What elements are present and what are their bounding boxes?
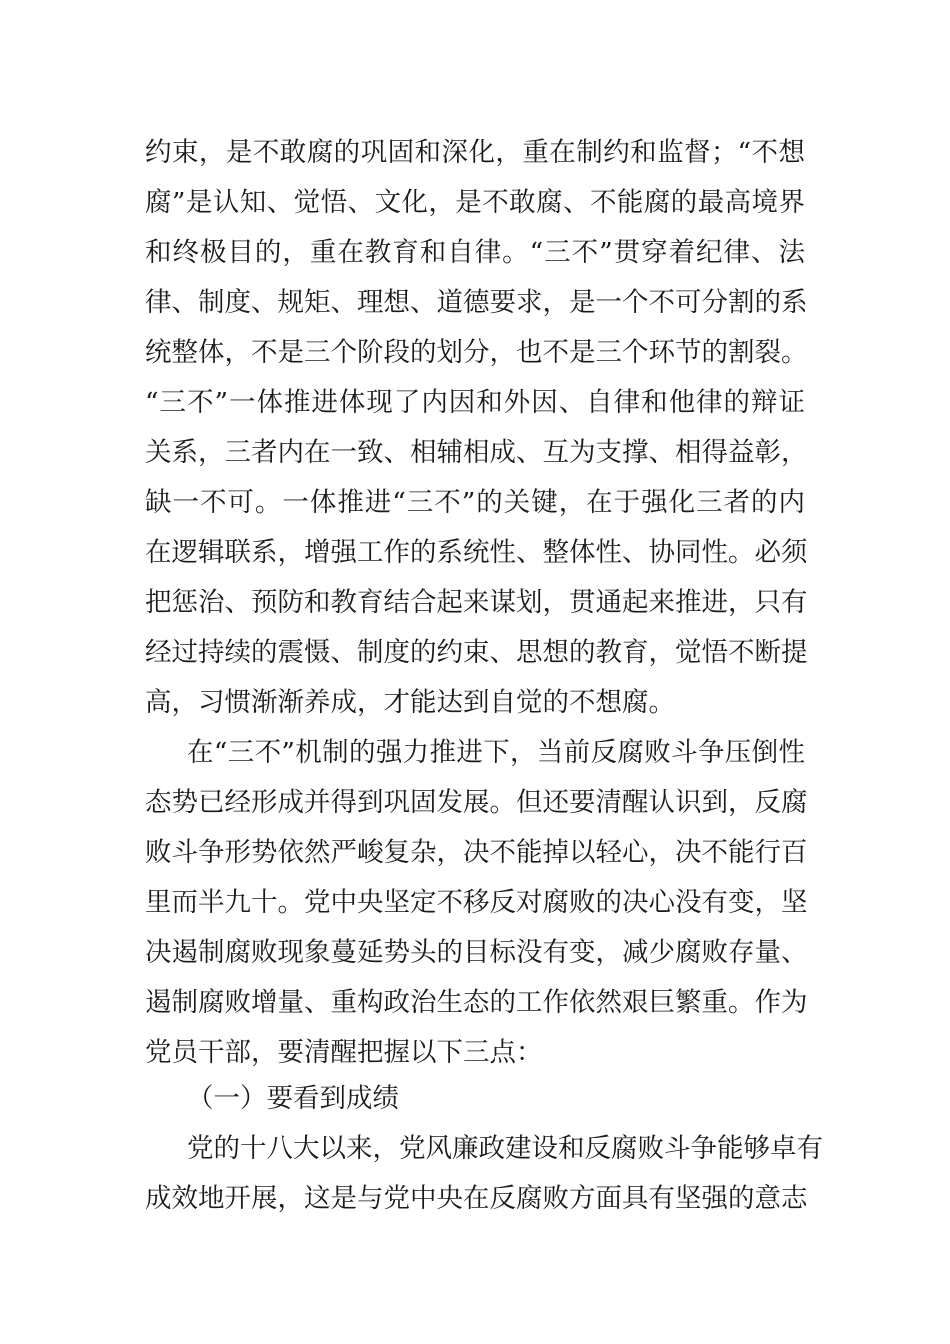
paragraph-first-line: 在“三不”机制的强力推进下，当前反腐败斗争压倒性	[187, 737, 805, 768]
paragraph-first-line: 党的十八大以来，党风廉政建设和反腐败斗争能够卓有	[187, 1133, 823, 1164]
text-line: 经过持续的震慑、制度的约束、思想的教育，觉悟不断提	[145, 637, 808, 668]
text-line: 把惩治、预防和教育结合起来谋划，贯通起来推进，只有	[145, 587, 808, 618]
text-line: 缺一不可。一体推进“三不”的关键，在于强化三者的内	[145, 487, 805, 518]
text-line: 成效地开展，这是与党中央在反腐败方面具有坚强的意志	[145, 1183, 808, 1214]
text-line: 约束，是不敢腐的巩固和深化，重在制约和监督；“不想	[145, 137, 805, 168]
text-line: 决遏制腐败现象蔓延势头的目标没有变，减少腐败存量、	[145, 937, 808, 968]
text-line: 里而半九十。党中央坚定不移反对腐败的决心没有变，坚	[145, 887, 808, 918]
text-line: 态势已经形成并得到巩固发展。但还要清醒认识到，反腐	[145, 787, 808, 818]
text-line: 党员干部，要清醒把握以下三点：	[145, 1037, 543, 1068]
text-line: 统整体，不是三个阶段的划分，也不是三个环节的割裂。	[145, 337, 808, 368]
text-line: 在逻辑联系，增强工作的系统性、整体性、协同性。必须	[145, 537, 808, 568]
text-line: 高，习惯渐渐养成，才能达到自觉的不想腐。	[145, 687, 675, 718]
section-heading: （一）要看到成绩	[187, 1083, 399, 1114]
text-line: 和终极目的，重在教育和自律。“三不”贯穿着纪律、法	[145, 237, 805, 268]
text-line: 腐”是认知、觉悟、文化，是不敢腐、不能腐的最高境界	[145, 187, 805, 218]
text-line: 败斗争形势依然严峻复杂，决不能掉以轻心，决不能行百	[145, 837, 808, 868]
text-line: 关系，三者内在一致、相辅相成、互为支撑、相得益彰，	[145, 437, 808, 468]
text-line: 遏制腐败增量、重构政治生态的工作依然艰巨繁重。作为	[145, 987, 808, 1018]
text-line: “三不”一体推进体现了内因和外因、自律和他律的辩证	[145, 387, 805, 418]
text-line: 律、制度、规矩、理想、道德要求，是一个不可分割的系	[145, 287, 808, 318]
